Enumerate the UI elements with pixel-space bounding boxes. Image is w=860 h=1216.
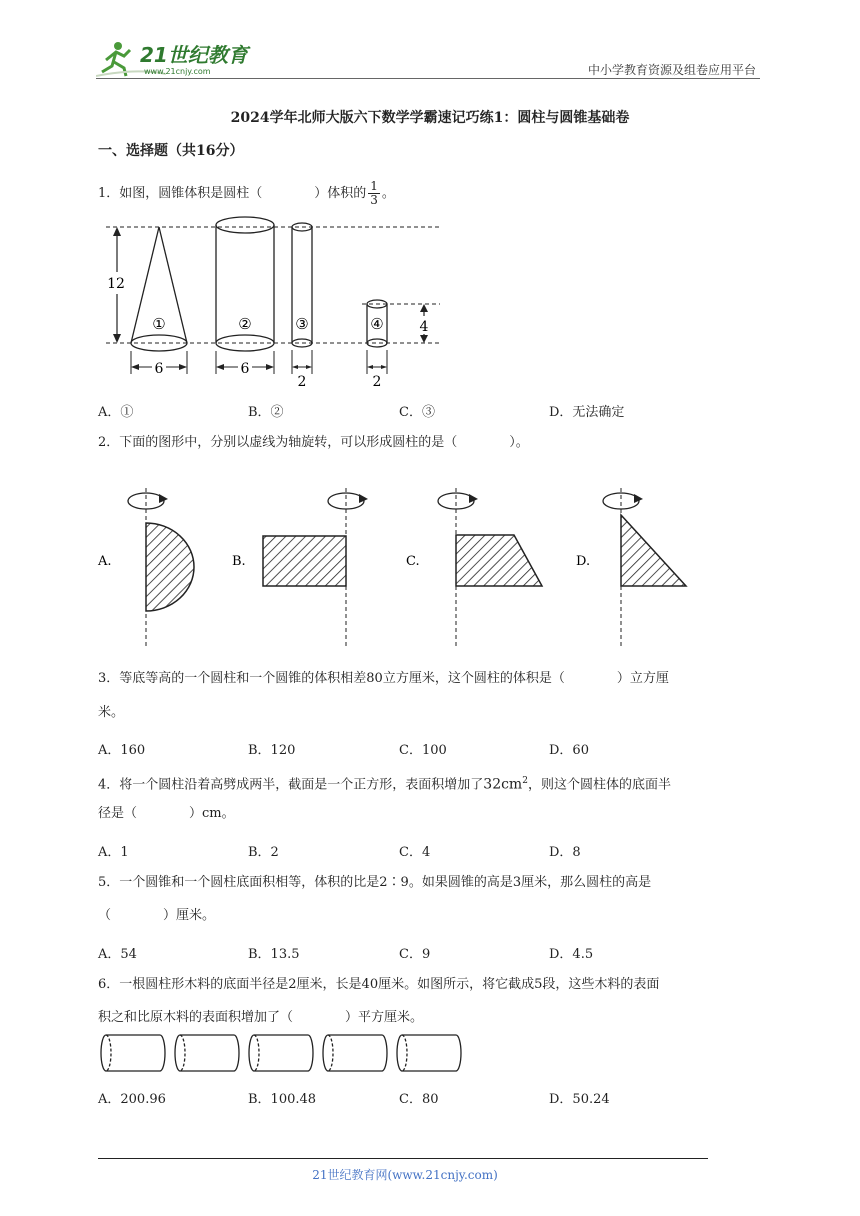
log-segment-4 <box>323 1035 387 1071</box>
q3-option-a[interactable]: A．160 <box>98 743 146 758</box>
dim-cyl2: 6 <box>240 361 250 377</box>
log-segment-3 <box>249 1035 313 1071</box>
q6-option-b[interactable]: B．100.48 <box>248 1092 317 1107</box>
dim-cyl4: 2 <box>372 374 382 390</box>
q6-log-figure <box>98 1032 468 1074</box>
q1-option-c[interactable]: C．③ <box>399 405 435 420</box>
footer-divider <box>98 1158 708 1159</box>
q4-area: 32cm <box>483 776 523 793</box>
q4-option-b[interactable]: B．2 <box>248 845 279 860</box>
fraction-denominator: 3 <box>370 193 378 207</box>
question-1 <box>98 180 395 207</box>
q1-text-end: 。 <box>381 186 395 201</box>
fraction-numerator: 1 <box>370 179 378 193</box>
label-cyl3: ③ <box>295 315 309 333</box>
log-segment-5 <box>397 1035 461 1071</box>
cylinder-4 <box>367 300 387 347</box>
question-4-line1 <box>98 774 671 792</box>
footer-link[interactable]: 21世纪教育网(www.21cnjy.com) <box>312 1168 498 1182</box>
cylinder-2 <box>216 217 274 351</box>
question-5-line2: （ ）厘米。 <box>98 908 216 923</box>
q5-option-c[interactable]: C．9 <box>399 947 431 962</box>
shape-b-rectangle <box>232 488 368 646</box>
q1-text: 1．如图，圆锥体积是圆柱（ ）体积的 <box>98 186 367 201</box>
q5-option-b[interactable]: B．13.5 <box>248 947 300 962</box>
q3-option-b[interactable]: B．120 <box>248 743 296 758</box>
q4-option-a[interactable]: A．1 <box>98 845 129 860</box>
q4-option-d[interactable]: D．8 <box>549 845 581 860</box>
question-3-line2: 米。 <box>98 705 125 720</box>
q4-text-end: ，则这个圆柱体的底面半 <box>527 777 671 793</box>
q1-fraction <box>368 180 380 207</box>
q5-option-d[interactable]: D．4.5 <box>549 947 594 962</box>
label-cone: ① <box>152 315 166 333</box>
question-4-line2: 径是（ ）cm。 <box>98 806 235 821</box>
q4-option-c[interactable]: C．4 <box>399 845 431 860</box>
q6-option-d[interactable]: D．50.24 <box>549 1092 610 1107</box>
q6-option-a[interactable]: A．200.96 <box>98 1092 166 1107</box>
option-letter-a: A. <box>98 554 112 569</box>
q6-option-c[interactable]: C．80 <box>399 1092 439 1107</box>
q1-option-b[interactable]: B．② <box>248 405 284 420</box>
log-segment-2 <box>175 1035 239 1071</box>
shape-a-semicircle <box>97 488 194 646</box>
q1-option-a[interactable]: A．① <box>98 405 134 420</box>
label-cyl4: ④ <box>370 315 384 333</box>
q3-option-c[interactable]: C．100 <box>399 743 447 758</box>
q4-text: 4．将一个圆柱沿着高劈成两半，截面是一个正方形，表面积增加了 <box>98 777 484 793</box>
page-title: 2024学年北师大版六下数学学霸速记巧练1：圆柱与圆锥基础卷 <box>230 110 630 126</box>
height-label-12: 12 <box>107 276 125 292</box>
question-3-line1: 3．等底等高的一个圆柱和一个圆锥的体积相差80立方厘米，这个圆柱的体积是（ ）立方厘 <box>98 671 669 686</box>
q3-option-d[interactable]: D．60 <box>549 743 589 758</box>
shape-d-triangle <box>576 488 686 646</box>
logo-url: www.21cnjy.com <box>144 67 211 76</box>
height-label-4: 4 <box>419 319 429 335</box>
label-cyl2: ② <box>238 315 252 333</box>
cone-1 <box>131 227 187 351</box>
cylinder-3 <box>292 223 312 347</box>
logo-main: 21世纪教育 <box>140 43 248 67</box>
option-letter-c: C. <box>406 554 420 569</box>
log-segment-1 <box>101 1035 165 1071</box>
header-divider <box>96 78 760 79</box>
section-heading: 一、选择题（共16分） <box>98 143 244 159</box>
question-6-line2: 积之和比原木料的表面积增加了（ ）平方厘米。 <box>98 1010 424 1025</box>
shape-c-trapezoid <box>406 488 542 646</box>
platform-name: 中小学教育资源及组卷应用平台 <box>587 63 756 77</box>
question-6-line1: 6．一根圆柱形木料的底面半径是2厘米，长是40厘米。如图所示，将它截成5段，这些木料的表面 <box>98 977 660 992</box>
q1-figure <box>98 208 448 390</box>
option-letter-b: B. <box>232 554 246 569</box>
site-logo <box>96 38 266 80</box>
q5-option-a[interactable]: A．54 <box>98 947 137 962</box>
q4-area-exponent: 2 <box>522 776 528 786</box>
question-5-line1: 5．一个圆锥和一个圆柱底面积相等，体积的比是2∶9。如果圆锥的高是3厘米，那么圆柱的高是 <box>98 875 652 890</box>
dim-cone: 6 <box>154 361 164 377</box>
q2-figures <box>96 478 716 648</box>
q1-option-d[interactable]: D．无法确定 <box>549 405 625 420</box>
option-letter-d: D. <box>576 554 591 569</box>
question-2: 2．下面的图形中，分别以虚线为轴旋转，可以形成圆柱的是（ ）。 <box>98 435 529 450</box>
dim-cyl3: 2 <box>297 374 307 390</box>
